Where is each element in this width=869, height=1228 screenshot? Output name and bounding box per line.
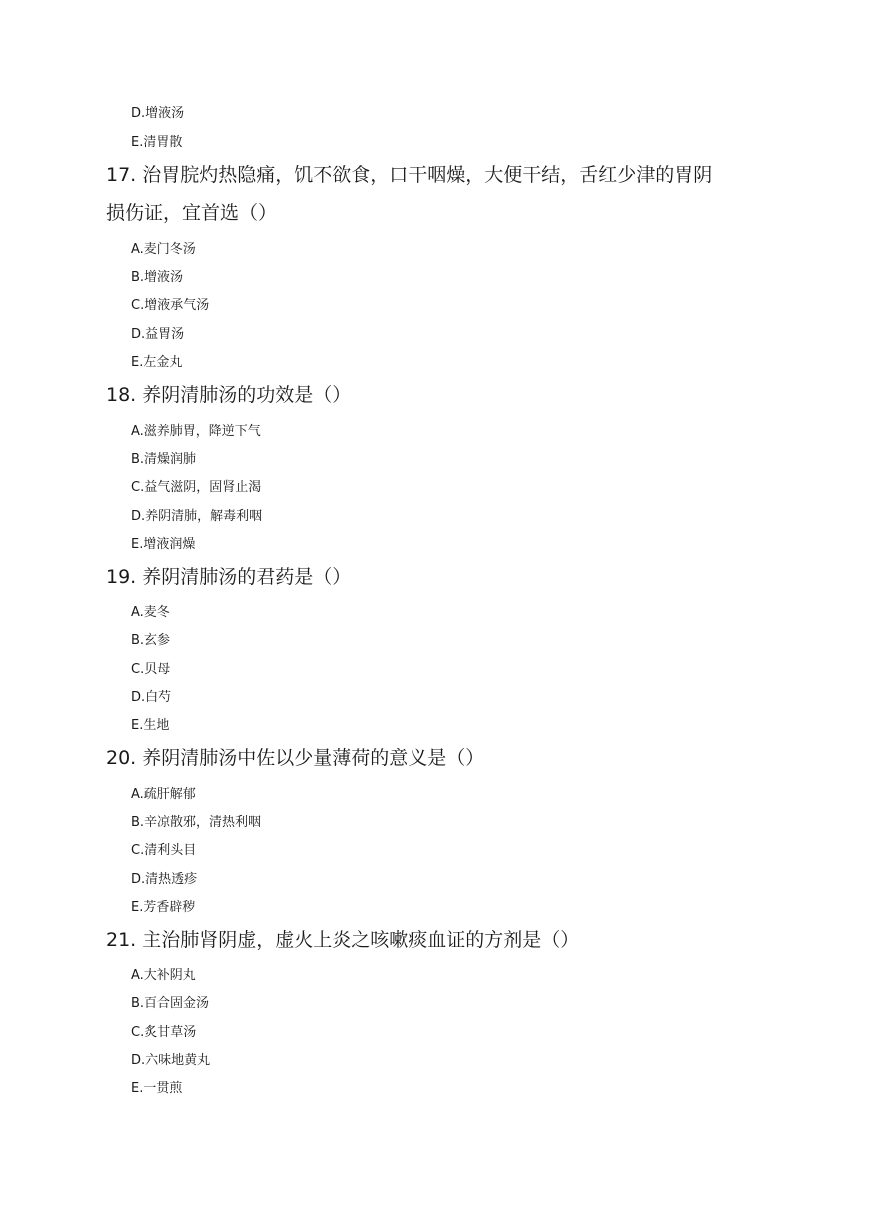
option-18-c: C.益气滋阴，固肾止渴	[131, 480, 262, 495]
option-18-a: A.滋养肺胃，降逆下气	[131, 424, 261, 439]
option-21-e: E.一贯煎	[131, 1081, 183, 1096]
option-17-e: E.左金丸	[131, 355, 183, 370]
option-20-d: D.清热透疹	[131, 872, 198, 887]
option-20-e: E.芳香辟秽	[131, 900, 196, 915]
option-17-b: B.增液汤	[131, 270, 184, 285]
option-20-b: B.辛凉散邪，清热利咽	[131, 815, 262, 830]
option-18-d: D.养阴清肺，解毒利咽	[131, 509, 263, 524]
question-18-text: 18. 养阴清肺汤的功效是（）	[106, 384, 352, 406]
question-20-text: 20. 养阴清肺汤中佐以少量薄荷的意义是（）	[106, 747, 485, 769]
option-19-c: C.贝母	[131, 662, 171, 677]
option-19-e: E.生地	[131, 718, 170, 733]
option-21-b: B.百合固金汤	[131, 996, 210, 1011]
question-19-text: 19. 养阴清肺汤的君药是（）	[106, 566, 352, 588]
option-19-a: A.麦冬	[131, 605, 170, 620]
option-19-b: B.玄参	[131, 633, 171, 648]
option-21-d: D.六味地黄丸	[131, 1053, 211, 1068]
option-17-c: C.增液承气汤	[131, 298, 210, 313]
option-16-e: E.清胃散	[131, 135, 183, 150]
option-20-c: C.清利头目	[131, 843, 197, 858]
option-18-b: B.清燥润肺	[131, 452, 197, 467]
question-21-text: 21. 主治肺肾阴虚，虚火上炎之咳嗽痰血证的方剂是（）	[106, 929, 580, 951]
question-17-text-line2: 损伤证，宜首选（）	[106, 202, 278, 224]
option-18-e: E.增液润燥	[131, 537, 196, 552]
option-21-a: A.大补阴丸	[131, 968, 196, 983]
question-17-text-line1: 17. 治胃脘灼热隐痛，饥不欲食，口干咽燥，大便干结，舌红少津的胃阴	[106, 164, 713, 186]
option-17-a: A.麦门冬汤	[131, 242, 196, 257]
option-21-c: C.炙甘草汤	[131, 1025, 197, 1040]
option-19-d: D.白芍	[131, 690, 172, 705]
option-17-d: D.益胃汤	[131, 327, 185, 342]
option-20-a: A.疏肝解郁	[131, 787, 196, 802]
option-16-d: D.增液汤	[131, 106, 185, 121]
